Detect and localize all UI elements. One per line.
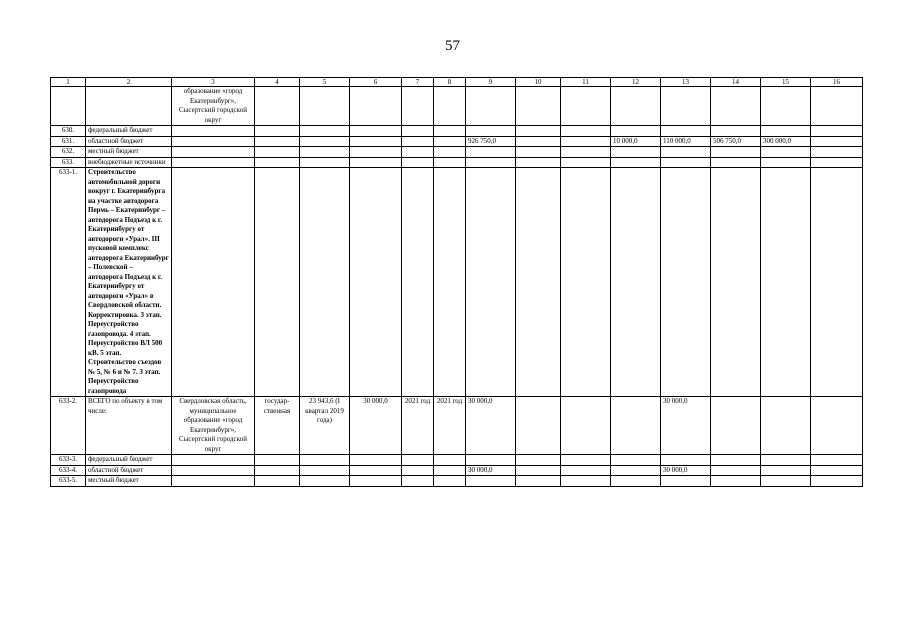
estimated-cost-cell <box>300 455 350 466</box>
location-cell: Свердловская область, муниципальное образование «город Екатеринбург», Сысертский городской округ <box>172 397 255 455</box>
row-number-cell: 633. <box>51 157 86 168</box>
amount-cell: 30 000,0 <box>661 397 711 455</box>
row-number-cell: 633-2. <box>51 397 86 455</box>
capacity-cell <box>350 87 402 126</box>
amount-cell <box>761 147 811 158</box>
start-year-cell <box>402 465 434 476</box>
total-amount-cell <box>466 168 516 397</box>
column-number: 15 <box>761 78 811 87</box>
location-cell <box>172 147 255 158</box>
column-number: 13 <box>661 78 711 87</box>
amount-cell: 30 000,0 <box>661 465 711 476</box>
amount-cell <box>516 126 561 137</box>
estimated-cost-cell <box>300 465 350 476</box>
amount-cell <box>761 397 811 455</box>
capacity-cell <box>350 136 402 147</box>
column-number: 16 <box>811 78 863 87</box>
capacity-cell <box>350 168 402 397</box>
ownership-cell <box>255 455 300 466</box>
amount-cell <box>811 147 863 158</box>
column-number-row <box>51 78 863 87</box>
capacity-cell <box>350 455 402 466</box>
ownership-cell <box>255 465 300 476</box>
capacity-cell <box>350 147 402 158</box>
amount-cell <box>711 397 761 455</box>
item-name-cell: ВСЕГО по объекту в том числе: <box>86 397 172 455</box>
amount-cell <box>711 147 761 158</box>
row-number-cell: 632. <box>51 147 86 158</box>
amount-cell <box>561 87 611 126</box>
estimated-cost-cell <box>300 147 350 158</box>
start-year-cell <box>402 476 434 487</box>
amount-cell <box>661 126 711 137</box>
row-number-cell <box>51 87 86 126</box>
amount-cell <box>561 136 611 147</box>
amount-cell <box>561 455 611 466</box>
amount-cell <box>611 147 661 158</box>
total-amount-cell <box>466 87 516 126</box>
amount-cell <box>661 476 711 487</box>
table-row <box>51 476 863 487</box>
total-amount-cell <box>466 157 516 168</box>
amount-cell <box>811 168 863 397</box>
column-number: 9 <box>466 78 516 87</box>
amount-cell <box>611 465 661 476</box>
item-name-cell: внебюджетные источники <box>86 157 172 168</box>
item-name-cell <box>86 87 172 126</box>
location-cell <box>172 476 255 487</box>
item-name-cell: федеральный бюджет <box>86 455 172 466</box>
amount-cell <box>561 465 611 476</box>
capacity-cell: 30 000,0 <box>350 397 402 455</box>
column-number: 2 <box>86 78 172 87</box>
total-amount-cell <box>466 476 516 487</box>
amount-cell: 10 000,0 <box>611 136 661 147</box>
table-row <box>51 87 863 126</box>
start-year-cell: 2021 год <box>402 397 434 455</box>
amount-cell <box>711 126 761 137</box>
location-cell <box>172 136 255 147</box>
amount-cell <box>761 157 811 168</box>
amount-cell: 110 000,0 <box>661 136 711 147</box>
amount-cell <box>811 397 863 455</box>
table-row <box>51 157 863 168</box>
start-year-cell <box>402 157 434 168</box>
amount-cell <box>611 87 661 126</box>
table-body <box>51 87 863 487</box>
amount-cell <box>516 87 561 126</box>
location-cell <box>172 465 255 476</box>
ownership-cell <box>255 168 300 397</box>
amount-cell <box>811 126 863 137</box>
location-cell <box>172 168 255 397</box>
ownership-cell <box>255 126 300 137</box>
row-number-cell: 633-1. <box>51 168 86 397</box>
column-number: 6 <box>350 78 402 87</box>
amount-cell <box>811 455 863 466</box>
amount-cell <box>561 397 611 455</box>
estimated-cost-cell <box>300 87 350 126</box>
amount-cell <box>611 157 661 168</box>
column-number: 5 <box>300 78 350 87</box>
amount-cell <box>516 147 561 158</box>
table-row <box>51 147 863 158</box>
end-year-cell <box>434 147 466 158</box>
table-row <box>51 397 863 455</box>
amount-cell <box>661 87 711 126</box>
location-cell <box>172 157 255 168</box>
location-cell <box>172 126 255 137</box>
row-number-cell: 633-4. <box>51 465 86 476</box>
start-year-cell <box>402 147 434 158</box>
amount-cell: 300 000,0 <box>761 136 811 147</box>
amount-cell <box>811 476 863 487</box>
amount-cell <box>711 168 761 397</box>
table-row <box>51 126 863 137</box>
ownership-cell: государ-ственная <box>255 397 300 455</box>
column-number: 3 <box>172 78 255 87</box>
table-row <box>51 168 863 397</box>
column-number: 14 <box>711 78 761 87</box>
estimated-cost-cell <box>300 136 350 147</box>
total-amount-cell: 30 000,0 <box>466 465 516 476</box>
estimated-cost-cell: 23 943,6 (I квартал 2019 года) <box>300 397 350 455</box>
amount-cell <box>516 476 561 487</box>
total-amount-cell <box>466 126 516 137</box>
estimated-cost-cell <box>300 168 350 397</box>
start-year-cell <box>402 136 434 147</box>
capacity-cell <box>350 465 402 476</box>
row-number-cell: 631. <box>51 136 86 147</box>
amount-cell <box>761 126 811 137</box>
item-name-cell: областной бюджет <box>86 136 172 147</box>
amount-cell <box>611 455 661 466</box>
end-year-cell <box>434 87 466 126</box>
row-number-cell: 630. <box>51 126 86 137</box>
end-year-cell <box>434 136 466 147</box>
capacity-cell <box>350 126 402 137</box>
amount-cell <box>761 87 811 126</box>
page-number: 57 <box>445 38 460 54</box>
capacity-cell <box>350 476 402 487</box>
amount-cell <box>761 476 811 487</box>
estimated-cost-cell <box>300 126 350 137</box>
amount-cell <box>661 455 711 466</box>
amount-cell <box>711 455 761 466</box>
start-year-cell <box>402 168 434 397</box>
amount-cell <box>611 168 661 397</box>
column-number: 12 <box>611 78 661 87</box>
end-year-cell <box>434 157 466 168</box>
amount-cell <box>561 168 611 397</box>
column-number: 10 <box>516 78 561 87</box>
ownership-cell <box>255 87 300 126</box>
ownership-cell <box>255 157 300 168</box>
location-cell: образование «город Екатеринбург», Сысертский городской округ <box>172 87 255 126</box>
total-amount-cell <box>466 147 516 158</box>
table-row <box>51 455 863 466</box>
amount-cell <box>516 157 561 168</box>
location-cell <box>172 455 255 466</box>
estimated-cost-cell <box>300 476 350 487</box>
amount-cell <box>711 87 761 126</box>
item-name-cell: федеральный бюджет <box>86 126 172 137</box>
end-year-cell: 2021 год <box>434 397 466 455</box>
amount-cell <box>611 126 661 137</box>
amount-cell <box>711 157 761 168</box>
row-number-cell: 633-3. <box>51 455 86 466</box>
amount-cell <box>661 168 711 397</box>
ownership-cell <box>255 476 300 487</box>
amount-cell <box>516 136 561 147</box>
amount-cell <box>811 87 863 126</box>
amount-cell <box>811 465 863 476</box>
capacity-cell <box>350 157 402 168</box>
amount-cell <box>561 147 611 158</box>
end-year-cell <box>434 126 466 137</box>
amount-cell <box>711 465 761 476</box>
amount-cell <box>516 397 561 455</box>
amount-cell <box>661 157 711 168</box>
amount-cell <box>761 465 811 476</box>
item-name-cell: областной бюджет <box>86 465 172 476</box>
start-year-cell <box>402 87 434 126</box>
item-name-cell: Строительство автомобильной дороги вокруг г. Екатеринбурга на участке автодорога Пермь – Екатеринбург – автодорога Подъезд к г. Екатеринбургу от автодороги «Урал». III пусковой комплекс автодорога Екатеринбург – Полевской – автодорога Подъезд к г. Екатеринбургу от автодороги «Урал» в Свердловской области. Корректировка. 3 этап. Переустройство газопровода. 4 этап. Переустройство ВЛ 500 кВ. 5 этап. Строительство съездов № 5, № 6 и № 7. 3 этап. Переустройство газопровода <box>86 168 172 397</box>
item-name-cell: местный бюджет <box>86 147 172 158</box>
amount-cell <box>516 455 561 466</box>
ownership-cell <box>255 147 300 158</box>
amount-cell <box>561 157 611 168</box>
amount-cell <box>811 136 863 147</box>
amount-cell <box>761 168 811 397</box>
column-number: 1 <box>51 78 86 87</box>
amount-cell <box>711 476 761 487</box>
column-number: 7 <box>402 78 434 87</box>
item-name-cell: местный бюджет <box>86 476 172 487</box>
row-number-cell: 633-5. <box>51 476 86 487</box>
total-amount-cell <box>466 455 516 466</box>
ownership-cell <box>255 136 300 147</box>
end-year-cell <box>434 455 466 466</box>
end-year-cell <box>434 168 466 397</box>
amount-cell <box>561 476 611 487</box>
amount-cell <box>611 476 661 487</box>
total-amount-cell: 30 000,0 <box>466 397 516 455</box>
table-row <box>51 136 863 147</box>
amount-cell: 506 750,0 <box>711 136 761 147</box>
amount-cell <box>611 397 661 455</box>
column-number: 8 <box>434 78 466 87</box>
start-year-cell <box>402 126 434 137</box>
amount-cell <box>516 168 561 397</box>
amount-cell <box>661 147 711 158</box>
column-number: 11 <box>561 78 611 87</box>
amount-cell <box>811 157 863 168</box>
amount-cell <box>561 126 611 137</box>
table-row <box>51 465 863 476</box>
budget-table <box>50 77 863 487</box>
amount-cell <box>516 465 561 476</box>
end-year-cell <box>434 476 466 487</box>
column-number: 4 <box>255 78 300 87</box>
estimated-cost-cell <box>300 157 350 168</box>
amount-cell <box>761 455 811 466</box>
end-year-cell <box>434 465 466 476</box>
start-year-cell <box>402 455 434 466</box>
total-amount-cell: 926 750,0 <box>466 136 516 147</box>
